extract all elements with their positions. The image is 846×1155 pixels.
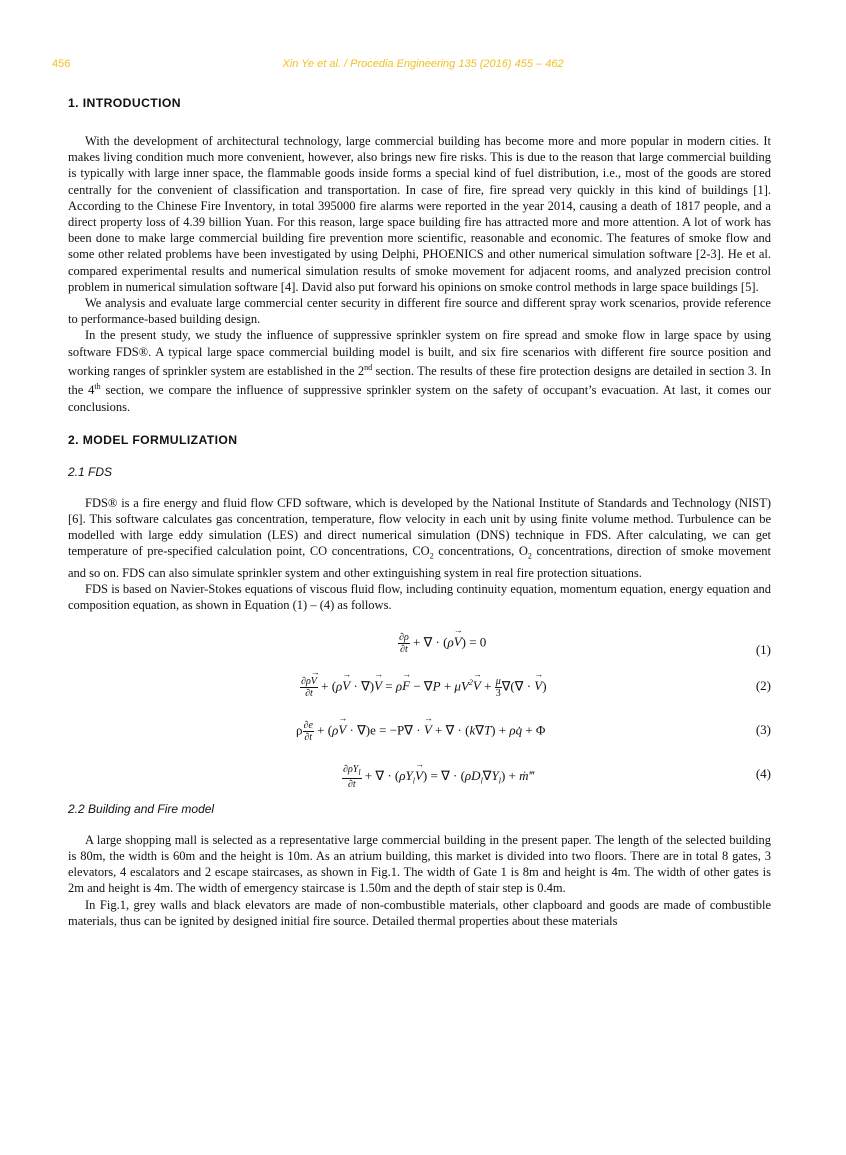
equation-4: $\frac{\partial\rho Y_l}{\partial t}$ + ∇ · $(\rho Y_l\to V)$ = ∇ · $(\rho D_l\nabla Y_l)$ + ṁ‴ (4) [68,760,771,788]
article-body [68,96,771,929]
equation-2: $\frac{\partial\rho\to V}{\partial t}$ + (ρ→ V · ∇)→ $V = \rho\to F - \nabla P + \mu V^2\to V$ + $\frac{\mu}{3}$ ∇(∇ · → V) (2) [68,672,771,700]
intro-paragraph-3: In the present study, we study the influence of suppressive sprinkler system on fire spread and smoke flow in large space by using software FDS®. A typical large space commercial building model is built, and six fire scenarios with different fire source position and working ranges of sprinkler system are established in the 2nd section. The results of these fire protection designs are detailed in section 3. In the 4th section, we compare the influence of suppressive sprinkler system on the safety of occupant’s evacuation. At last, it comes our conclusions. [68,328,771,414]
intro-paragraph-1: With the development of architectural technology, large commercial building has become more and more popular in modern cities. It makes living condition much more convenient, however, also brings new fire risks. This is due to the reason that large commercial building is typically with large inner space, the flammable goods inside forms a special kind of fuel distribution, i.e., most of the goods are stored centrally for the convenient of classification and transportation. In case of fire, fire spread very quickly in this kind of buildings [1]. According to the Chinese Fire Inventory, in total 395000 fire alarms were reported in the year 2014, causing a death of 1817 people, and a direct property loss of 4.39 billion Yuan. For this reason, large space building fire has attracted more and more attention. A lot of work has been done to make large commercial building fire prevention more scientific, reasonable and economic. The features of smoke flow and some other related problems have been investigated by using Delphi, PHOENICS and other numerical simulation software [2-3]. He et al. compared experimental results and numerical simulation results of smoke movement for adjacent rooms, and analyzed precision control problem in numerical simulation software [4]. David also put forward his opinions on smoke control methods in large space buildings [5]. [68,134,771,294]
building-paragraph-1: A large shopping mall is selected as a representative large commercial building in the present paper. The length of the selected building is 80m, the width is 60m and the height is 10m. As an atrium building, this market is divided into two floors. There are in total 8 gates, 3 elevators, 4 escalators and 2 escape staircases, as shown in Fig.1. The width of Gate 1 is 8m and height is 4m. The width of other gates is 2m and height is 4m. The width of emergency staircase is 1.50m and the depth of stair step is 0.4m. [68,832,771,896]
intro-paragraph-2: We analysis and evaluate large commercial center security in different fire source and different spray work scenarios, provide reference to performance-based building design. [68,296,771,327]
equation-1: $\frac{\partial\rho}{\partial t}$ + ∇ · (ρ→ V) = 0 (1) [68,628,771,662]
subsection-heading-fds: 2.1 FDS [68,464,113,479]
building-paragraph-2: In Fig.1, grey walls and black elevators are made of non-combustible materials, other clapboard and goods are made of combustible materials, thus can be ignited by designed initial fire source. Detailed thermal properties about these materials [68,897,771,928]
section-heading-introduction: 1. INTRODUCTION [68,96,181,110]
page-header [0,58,846,72]
section-heading-model: 2. MODEL FORMULIZATION [68,432,238,447]
equation-2-number: (2) [755,677,771,693]
fds-paragraph-1: FDS® is a fire energy and fluid flow CFD software, which is developed by the National Institute of Standards and Technology (NIST) [6]. This software calculates gas concentration, temperature, flow velocity in each unit by using finite volume method. Turbulence can be modelled with large eddy simulation (LES) and direct numerical simulation (DNS) technique in FDS. After calculating, we can get temperature of pre-specified calculation point, CO concentrations, $CO_2$ concentrations, $O_2$ concentrations, direction of smoke movement and so on. FDS can also simulate sprinkler system and other extinguishing system in real fire protection situations. [68,495,771,581]
equation-3-number: (3) [755,721,771,737]
running-title: Xin Ye et al. / Procedia Engineering 135 (2016) 455 – 462 [282,58,564,70]
subsection-heading-building: 2.2 Building and Fire model [68,801,215,816]
equation-3: ρ $\frac{\partial e}{\partial t}$ + (ρ→ V · ∇)e = −P∇ · → V + ∇ · (k∇T) + ρq̇ + Φ (3) [68,716,771,744]
fds-paragraph-2: FDS is based on Navier-Stokes equations of viscous fluid flow, including continuity equation, momentum equation, energy equation and composition equation, as shown in Equation (1) – (4) as follows. [68,582,771,613]
equation-1-number: (1) [755,641,771,657]
equation-4-number: (4) [755,765,771,781]
page-number: 456 [52,58,71,70]
